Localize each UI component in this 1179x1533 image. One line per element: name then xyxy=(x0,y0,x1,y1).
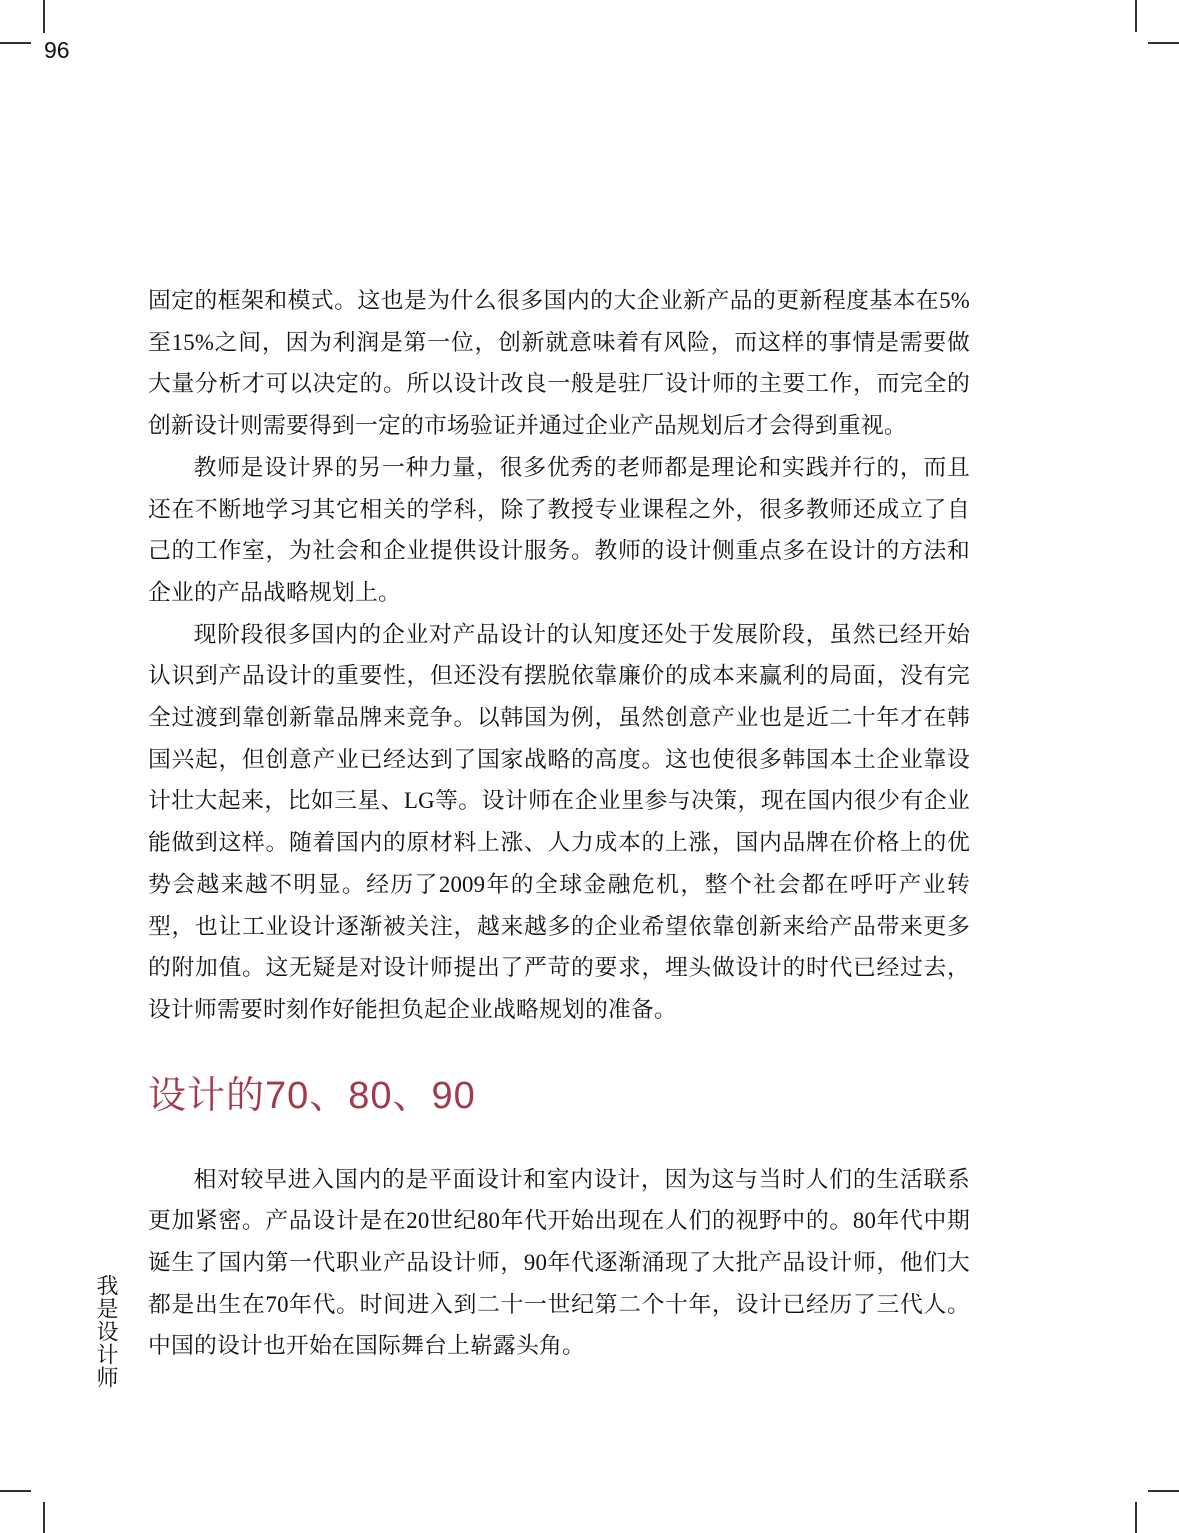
crop-mark-bottom-right-horizontal xyxy=(1148,1490,1179,1492)
spine-title: 我是设计师 xyxy=(94,1274,119,1389)
section-heading: 设计的70、80、90 xyxy=(148,1074,476,1117)
page-body xyxy=(148,280,970,1367)
body-paragraph-2: 教师是设计界的另一种力量，很多优秀的老师都是理论和实践并行的，而且还在不断地学习其它相关的学科，除了教授专业课程之外，很多教师还成立了自己的工作室，为社会和企业提供设计服务。教师的设计侧重点多在设计的方法和企业的产品战略规划上。 xyxy=(148,454,970,605)
body-paragraph-4: 相对较早进入国内的是平面设计和室内设计，因为这与当时人们的生活联系更加紧密。产品设计是在20世纪80年代开始出现在人们的视野中的。80年代中期诞生了国内第一代职业产品设计师，90年代逐渐涌现了大批产品设计师，他们大都是出生在70年代。时间进入到二十一世纪第二个十年，设计已经历了三代人。中国的设计也开始在国际舞台上崭露头角。 xyxy=(148,1166,970,1359)
crop-mark-top-right-vertical xyxy=(1135,0,1137,32)
crop-mark-top-left-horizontal xyxy=(0,42,31,44)
page-number: 96 xyxy=(44,37,70,63)
body-paragraph-3: 现阶段很多国内的企业对产品设计的认知度还处于发展阶段，虽然已经开始认识到产品设计的重要性，但还没有摆脱依靠廉价的成本来赢利的局面，没有完全过渡到靠创新靠品牌来竞争。以韩国为例，虽然创意产业也是近二十年才在韩国兴起，但创意产业已经达到了国家战略的高度。这也使很多韩国本土企业靠设计壮大起来，比如三星、LG等。设计师在企业里参与决策，现在国内很少有企业能做到这样。随着国内的原材料上涨、人力成本的上涨，国内品牌在价格上的优势会越来越不明显。经历了2009年的全球金融危机，整个社会都在呼吁产业转型，也让工业设计逐渐被关注，越来越多的企业希望依靠创新来给产品带来更多的附加值。这无疑是对设计师提出了严苛的要求，埋头做设计的时代已经过去，设计师需要时刻作好能担负起企业战略规划的准备。 xyxy=(148,621,970,1022)
crop-mark-bottom-left-horizontal xyxy=(0,1490,31,1492)
crop-mark-bottom-right-vertical xyxy=(1135,1502,1137,1533)
crop-mark-top-right-horizontal xyxy=(1148,42,1179,44)
crop-mark-bottom-left-vertical xyxy=(43,1502,45,1533)
crop-mark-top-left-vertical xyxy=(43,0,45,33)
body-paragraph-1: 固定的框架和模式。这也是为什么很多国内的大企业新产品的更新程度基本在5%至15%之间，因为利润是第一位，创新就意味着有风险，而这样的事情是需要做大量分析才可以决定的。所以设计改良一般是驻厂设计师的主要工作，而完全的创新设计则需要得到一定的市场验证并通过企业产品规划后才会得到重视。 xyxy=(148,288,970,439)
